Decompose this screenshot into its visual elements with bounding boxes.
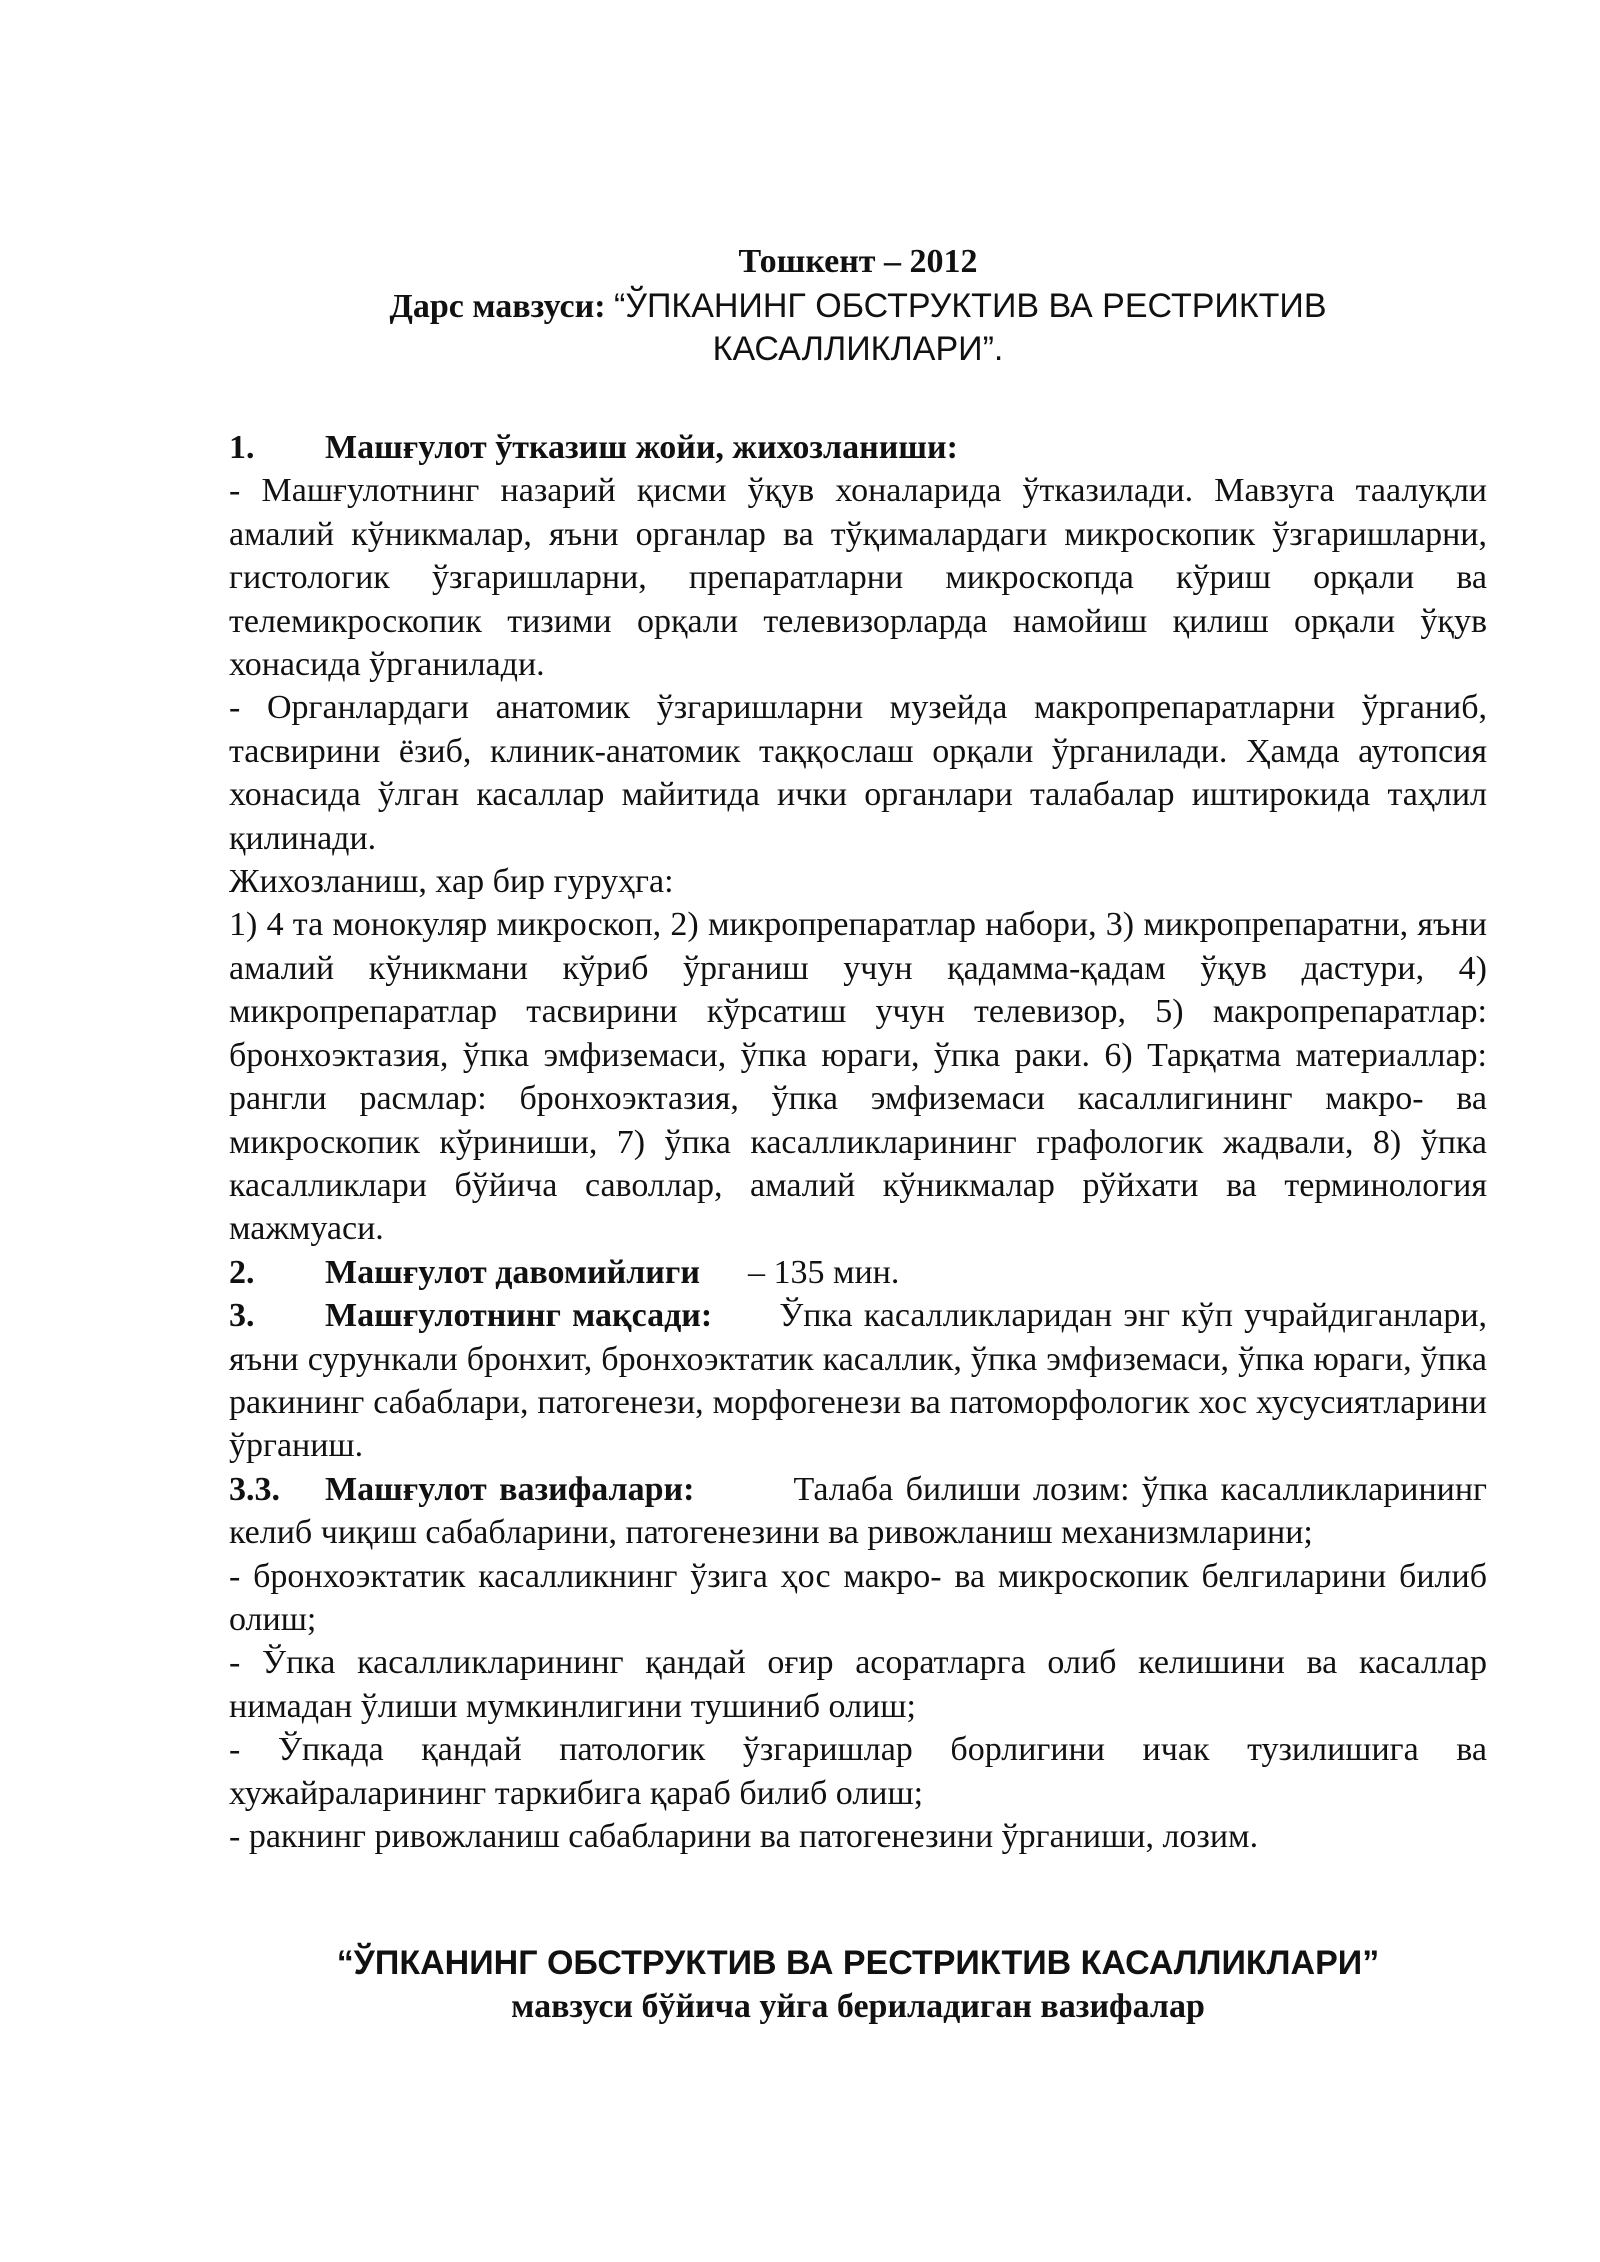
- section-1-paragraph-2: - Органлардаги анатомик ўзгаришларни музейда макропрепаратларни ўрганиб, тасвирини ёзиб, клиник-анатомик таққослаш орқали ўрганилади. Ҳамда аутопсия хонасида ўлган касаллар майитида ички органлари талабалар иштирокида таҳлил қилинади.: [229, 689, 1487, 857]
- topic-label: Дарс мавзуси:: [389, 288, 615, 325]
- homework-title-block: [229, 1942, 1487, 2029]
- task-item: - Ўпка касалликларининг қандай оғир асоратларга олиб келишини ва касаллар нимадан ўлиши мумкинлигини тушиниб олиш;: [229, 1644, 1487, 1725]
- section-3-3: [229, 1468, 1487, 1555]
- task-item: - Ўпкада қандай патологик ўзгаришлар борлигини ичак тузилишига ва хужайраларининг таркибига қараб билиб олиш;: [229, 1731, 1487, 1812]
- section-number: 3.: [229, 1297, 255, 1335]
- duration-value: – 135 мин.: [747, 1253, 900, 1291]
- section-heading: Машғулот вазифалари:: [325, 1470, 695, 1508]
- city-year: Тошкент – 2012: [738, 243, 978, 280]
- document-body: [229, 426, 1487, 1858]
- homework-subtitle: мавзуси бўйича уйга бериладиган вазифалар: [511, 1988, 1205, 2026]
- section-3-text: Ўпка касалликларидан энг кўп учрайдиганлари, яъни сурункали бронхит, бронхоэктатик касаллик, ўпка эмфиземаси, ўпка юраги, ўпка ракининг сабаблари, патогенези, морфогенези ва патоморфологик хос хусусиятларини ўрганиш.: [229, 1297, 1488, 1465]
- section-3-3-text: Талаба билиши лозим: ўпка касалликларининг келиб чиқиш сабабларини, патогенезини ва ривожланиш механизмларини;: [229, 1470, 1487, 1552]
- homework-title: “ЎПКАНИНГ ОБСТРУКТИВ ВА РЕСТРИКТИВ КАСАЛЛИКЛАРИ”: [336, 1944, 1380, 1982]
- section-2-heading: [229, 1251, 1487, 1294]
- section-1-paragraph-1: - Машғулотнинг назарий қисми ўқув хоналарида ўтказилади. Мавзуга таалуқли амалий кўникмалар, яъни органлар ва тўқималардаги микроскопик ўзгаришларни, гистологик ўзгаришларни, препаратларни микроскопда кўриш орқали ва телемикроскопик тизими орқали телевизорларда намойиш қилиш орқали ўқув хонасида ўрганилади.: [229, 472, 1487, 684]
- task-item: - ракнинг ривожланиш сабабларини ва патогенезини ўрганиши, лозим.: [229, 1818, 1259, 1855]
- section-1-heading: [229, 426, 1487, 469]
- task-item: - бронхоэктатик касалликнинг ўзига ҳос макро- ва микроскопик белгиларини билиб олиш;: [229, 1557, 1487, 1638]
- section-heading: Машғулот давомийлиги: [325, 1253, 700, 1291]
- equipment-label: Жихозланиш, хар бир гуруҳга:: [229, 863, 674, 901]
- equipment-list: 1) 4 та монокуляр микроскоп, 2) микропрепаратлар набори, 3) микропрепаратни, яъни амалий кўникмани кўриб ўрганиш учун қадамма-қадам ўқув дастури, 4) микропрепаратлар тасвирини кўрсатиш учун телевизор, 5) макропрепаратлар: бронхоэктазия, ўпка эмфиземаси, ўпка юраги, ўпка раки. 6) Тарқатма материаллар: рангли расмлар: бронхоэктазия, ўпка эмфиземаси касаллигининг макро- ва микроскопик кўриниши, 7) ўпка касалликларининг графологик жадвали, 8) ўпка касалликлари бўйича саволлар, амалий кўникмалар рўйхати ва терминология мажмуаси.: [229, 906, 1487, 1248]
- header-block: [229, 240, 1487, 283]
- section-number: 2.: [229, 1253, 255, 1291]
- topic-title-line2: КАСАЛЛИКЛАРИ”.: [712, 330, 1004, 369]
- topic-title-line1: “ЎПКАНИНГ ОБСТРУКТИВ ВА РЕСТРИКТИВ: [614, 287, 1327, 325]
- section-heading: Машғулот ўтказиш жойи, жихозланиши:: [325, 429, 958, 466]
- section-number: 3.3.: [229, 1470, 280, 1508]
- section-heading: Машғулотнинг мақсади:: [325, 1297, 713, 1335]
- section-3: [229, 1294, 1487, 1468]
- section-number: 1.: [229, 429, 255, 466]
- topic-block: [229, 285, 1487, 372]
